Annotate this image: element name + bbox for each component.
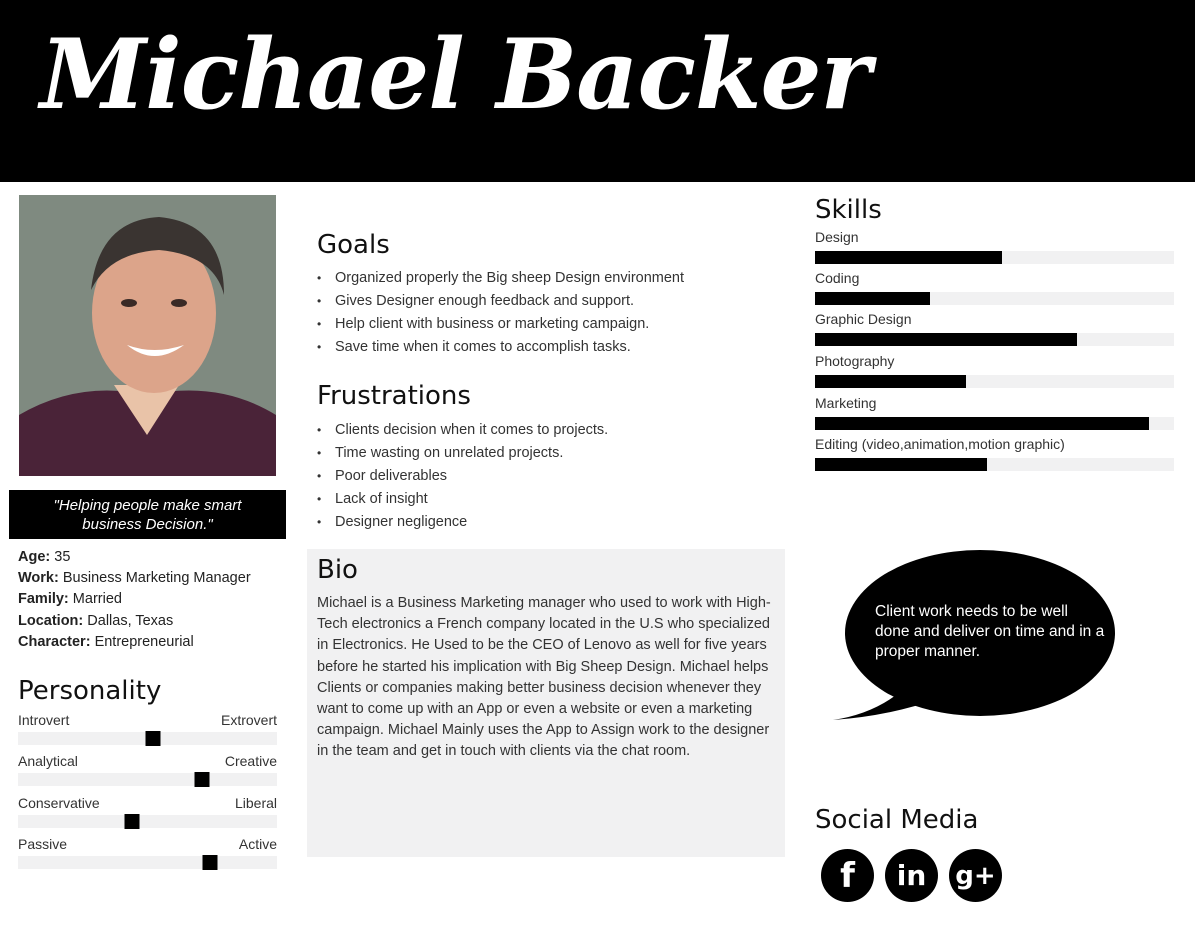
skill-design [815,229,1174,264]
fact-label: Work: [18,570,59,587]
fact-age [18,547,251,568]
scale-right-label: Active [238,836,277,852]
fact-family [18,589,251,610]
list-item: • Organized properly the Big sheep Design environment [317,267,684,290]
list-item: • Poor deliverables [317,465,608,488]
skill-label: Coding [815,270,860,286]
persona-name: Michael Backer [40,18,871,131]
persona-quote [9,490,286,539]
frustrations-list [317,419,608,534]
persona-facts [18,547,251,653]
skill-track [815,251,1174,264]
skill-bar [815,251,1002,264]
scale-left-label: Analytical [18,753,78,769]
list-item: • Designer negligence [317,511,608,534]
personality-scale-passive-active [18,836,277,869]
skill-track [815,458,1174,471]
linkedin-icon[interactable] [885,849,938,902]
fact-character [18,632,251,653]
scale-left-label: Passive [18,836,68,852]
google-plus-icon[interactable] [949,849,1002,902]
skill-track [815,333,1174,346]
quote-text: "Helping people make smart business Decision." [53,496,242,533]
goals-list [317,267,684,359]
skill-label: Design [815,229,859,245]
skill-track [815,292,1174,305]
skill-label: Photography [815,353,895,369]
skill-coding [815,270,1174,305]
fact-label: Family: [18,591,69,608]
list-item: • Time wasting on unrelated projects. [317,442,608,465]
scale-marker [124,814,139,829]
personality-title: Personality [18,676,162,706]
personality-scale-analytical-creative [18,753,277,786]
scale-track [18,732,277,745]
fact-work [18,568,251,589]
fact-label: Character: [18,633,91,650]
fact-value: 35 [54,549,71,565]
social-media-title: Social Media [815,805,979,835]
scale-track [18,773,277,786]
skill-editing [815,436,1174,471]
bio-text: Michael is a Business Marketing manager who used to work with High-Tech electronics a French company located in the U.S who specialized in Electronics. He Used to be the CEO of Lenovo as well for five years before he started his implication with Big Sheep Design. Michael helps Clients or companies making better business decision whenever they want to come up with an App or even a website or even a marketing campaign. Michael Mainly uses the App to Assign work to the designer in the team and get in touch with clients via the chat room. [317,595,771,760]
skill-bar [815,333,1077,346]
skill-track [815,417,1174,430]
skills-title: Skills [815,195,882,225]
skill-label: Graphic Design [815,311,912,327]
fact-label: Age: [18,549,51,565]
list-item: • Save time when it comes to accomplish tasks. [317,336,684,359]
list-item: • Clients decision when it comes to projects. [317,419,608,442]
scale-marker [145,731,160,746]
frustrations-title: Frustrations [317,381,471,411]
scale-left-label: Conservative [18,795,100,811]
fact-value: Business Marketing Manager [62,570,251,587]
fact-location [18,611,251,632]
fact-value: Dallas, Texas [87,612,174,629]
list-item: • Lack of insight [317,488,608,511]
header-banner [0,0,1195,182]
scale-marker [194,772,209,787]
fact-value: Married [72,591,122,608]
list-item: • Gives Designer enough feedback and support. [317,290,684,313]
skill-bar [815,375,966,388]
scale-track [18,815,277,828]
bio-panel [307,549,785,857]
scale-right-label: Liberal [234,795,277,811]
personality-scale-introvert-extrovert [18,712,277,745]
skill-bar [815,292,930,305]
scale-right-label: Extrovert [220,712,277,728]
skill-bar [815,458,987,471]
fact-label: Location: [18,612,84,629]
scale-right-label: Creative [224,753,277,769]
facebook-glyph: f [840,855,855,896]
facebook-icon[interactable] [821,849,874,902]
skill-label: Marketing [815,395,877,411]
list-item: • Help client with business or marketing campaign. [317,313,684,336]
scale-marker [202,855,217,870]
goals-title: Goals [317,230,390,260]
speech-bubble-text: Client work needs to be well done and deliver on time and in a proper manner. [875,603,1105,660]
persona-photo [19,195,276,476]
bio-title: Bio [317,555,358,585]
skill-bar [815,417,1149,430]
scale-left-label: Introvert [18,712,70,728]
skill-label: Editing (video,animation,motion graphic) [815,436,1065,452]
skill-marketing [815,395,1174,430]
linkedin-glyph: in [896,859,927,892]
google-plus-glyph: g+ [955,860,996,891]
fact-value: Entrepreneurial [94,633,194,650]
scale-track [18,856,277,869]
skill-track [815,375,1174,388]
personality-scale-conservative-liberal [18,795,277,828]
skill-graphic-design [815,311,1174,346]
skill-photography [815,353,1174,388]
